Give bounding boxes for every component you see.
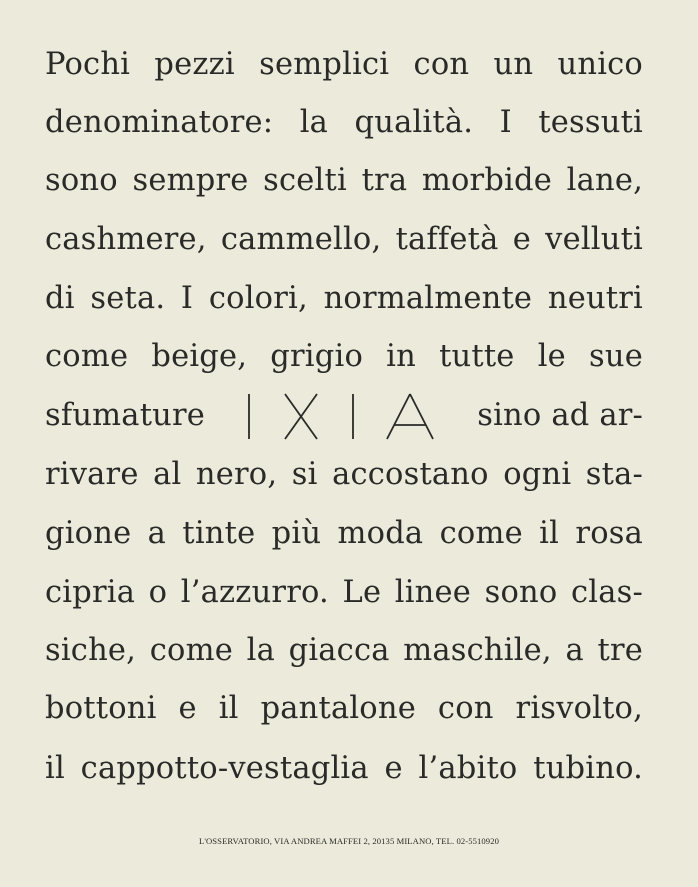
body-line-13: il cappotto-vestaglia e l’abito tubino. bbox=[45, 751, 643, 786]
logo-line-left-text: sfumature bbox=[45, 398, 206, 433]
body-line-5: di seta. I colori, normalmente neutri bbox=[45, 281, 643, 316]
body-line-4: cashmere, cammello, taffetà e velluti bbox=[45, 222, 643, 257]
body-line-1: Pochi pezzi semplici con un unico bbox=[45, 47, 643, 82]
body-line-8: rivare al nero, si accostano ogni sta- bbox=[45, 457, 643, 492]
logo-line bbox=[45, 391, 643, 441]
footer-address: L'OSSERVATORIO, VIA ANDREA MAFFEI 2, 20135 MILANO, TEL. 02-5510920 bbox=[199, 836, 499, 846]
body-line-6: come beige, grigio in tutte le sue bbox=[45, 339, 643, 374]
ixia-logo bbox=[247, 391, 437, 441]
body-line-12: bottoni e il pantalone con risvolto, bbox=[45, 691, 643, 726]
body-line-2: denominatore: la qualità. I tessuti bbox=[45, 105, 643, 140]
body-line-3: sono sempre scelti tra morbide lane, bbox=[45, 163, 643, 198]
logo-line-right-text: sino ad ar- bbox=[477, 398, 643, 433]
body-line-9: gione a tinte più moda come il rosa bbox=[45, 516, 643, 551]
body-line-11: siche, come la giacca maschile, a tre bbox=[45, 633, 643, 668]
body-line-10: cipria o l’azzurro. Le linee sono clas- bbox=[45, 575, 643, 610]
